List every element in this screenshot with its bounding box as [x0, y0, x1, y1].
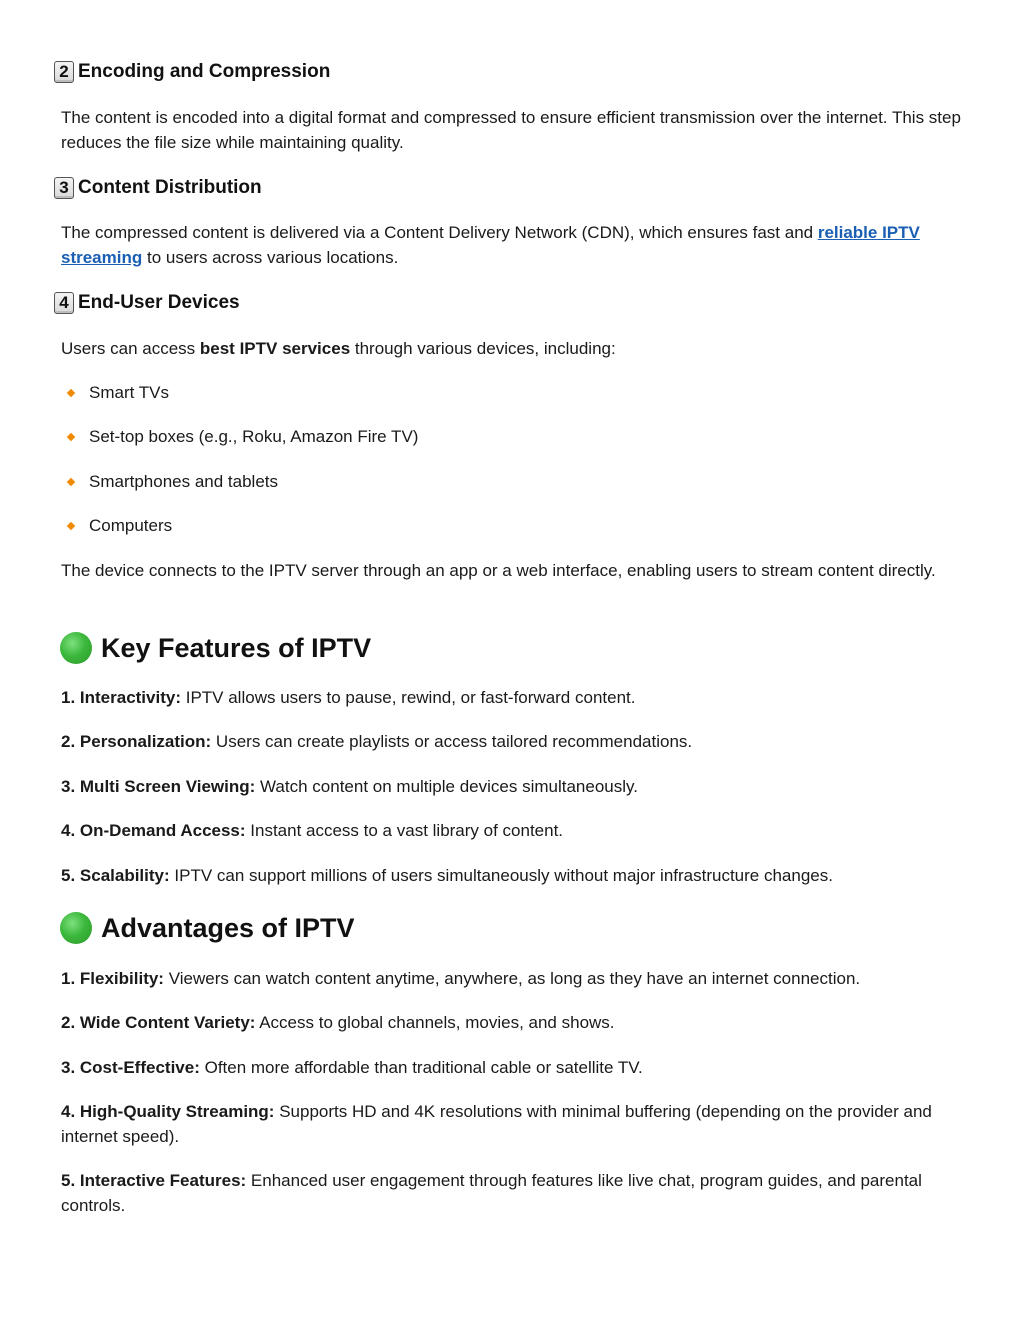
advantage-label: 1. Flexibility: [61, 969, 164, 988]
step-3-title: Content Distribution [78, 177, 262, 198]
list-item [66, 470, 278, 494]
advantage-item [61, 1169, 966, 1218]
step-4-intro-after: through various devices, including: [350, 339, 616, 358]
feature-text: IPTV can support millions of users simultaneously without major infrastructure changes. [169, 866, 833, 885]
feature-text: Instant access to a vast library of content. [245, 821, 564, 840]
advantage-label: 3. Cost-Effective: [61, 1058, 200, 1077]
advantage-label: 5. Interactive Features: [61, 1171, 247, 1190]
step-4-heading [54, 291, 240, 315]
step-2-text: The content is encoded into a digital format and compressed to ensure efficient transmission over the internet. This step reduces the file size while maintaining quality. [61, 108, 961, 152]
device-smartphones: Smartphones and tablets [89, 472, 279, 491]
feature-text: Users can create playlists or access tailored recommendations. [211, 732, 693, 751]
advantage-item [61, 1100, 966, 1149]
feature-text: IPTV allows users to pause, rewind, or fast-forward content. [181, 688, 636, 707]
feature-label: 3. Multi Screen Viewing: [61, 777, 256, 796]
keycap-4-icon: 4 [54, 292, 74, 314]
advantage-item [61, 1056, 966, 1081]
step-4-outro: The device connects to the IPTV server through an app or a web interface, enabling users to stream content directly. [61, 561, 936, 580]
keycap-2-icon: 2 [54, 61, 74, 83]
key-features-title: Key Features of IPTV [101, 632, 372, 663]
orange-diamond-icon [67, 478, 75, 486]
step-4-intro-before: Users can access [61, 339, 200, 358]
step-3-text [61, 221, 966, 270]
advantage-text: Enhanced user engagement through features like live chat, program guides, and parental controls. [61, 1171, 922, 1215]
feature-label: 4. On-Demand Access: [61, 821, 246, 840]
advantage-label: 4. High-Quality Streaming: [61, 1102, 275, 1121]
advantage-text: Supports HD and 4K resolutions with minimal buffering (depending on the provider and internet speed). [61, 1102, 932, 1146]
device-set-top-boxes: Set-top boxes (e.g., Roku, Amazon Fire TV) [89, 427, 419, 446]
device-computers: Computers [89, 516, 173, 535]
list-item [66, 381, 169, 405]
step-3-text-after: to users across various locations. [142, 247, 399, 267]
key-features-heading [60, 628, 371, 668]
keycap-3-icon: 3 [54, 177, 74, 199]
advantage-item [61, 967, 966, 992]
advantage-text: Viewers can watch content anytime, anywhere, as long as they have an internet connection. [163, 969, 861, 988]
feature-text: Watch content on multiple devices simultaneously. [255, 777, 638, 796]
step-3-heading [54, 176, 262, 200]
feature-label: 2. Personalization: [61, 732, 212, 751]
advantage-text: Access to global channels, movies, and shows. [255, 1013, 615, 1032]
feature-label: 1. Interactivity: [61, 688, 181, 707]
advantage-label: 2. Wide Content Variety: [61, 1013, 256, 1032]
step-3-text-before: The compressed content is delivered via a Content Delivery Network (CDN), which ensures fast and [61, 223, 818, 242]
green-circle-icon [60, 632, 92, 664]
advantage-item [61, 1011, 966, 1036]
advantages-heading [60, 908, 355, 948]
list-item [66, 425, 418, 449]
feature-label: 5. Scalability: [61, 866, 170, 885]
step-2-heading [54, 60, 330, 84]
orange-diamond-icon [67, 433, 75, 441]
orange-diamond-icon [67, 522, 75, 530]
best-iptv-services-bold: best IPTV services [199, 339, 351, 358]
step-4-title: End-User Devices [78, 292, 240, 313]
list-item [66, 514, 172, 538]
green-circle-icon [60, 912, 92, 944]
feature-item [61, 775, 966, 800]
device-smart-tvs: Smart TVs [89, 383, 169, 402]
reliable-iptv-streaming-link[interactable]: reliable IPTV streaming [61, 223, 920, 267]
feature-item [61, 730, 966, 755]
advantage-text: Often more affordable than traditional cable or satellite TV. [199, 1058, 643, 1077]
feature-item [61, 864, 966, 889]
step-2-title: Encoding and Compression [78, 61, 331, 82]
feature-item [61, 819, 966, 844]
step-4-intro [61, 337, 966, 362]
feature-item [61, 686, 966, 711]
orange-diamond-icon [67, 389, 75, 397]
advantages-title: Advantages of IPTV [101, 912, 355, 943]
